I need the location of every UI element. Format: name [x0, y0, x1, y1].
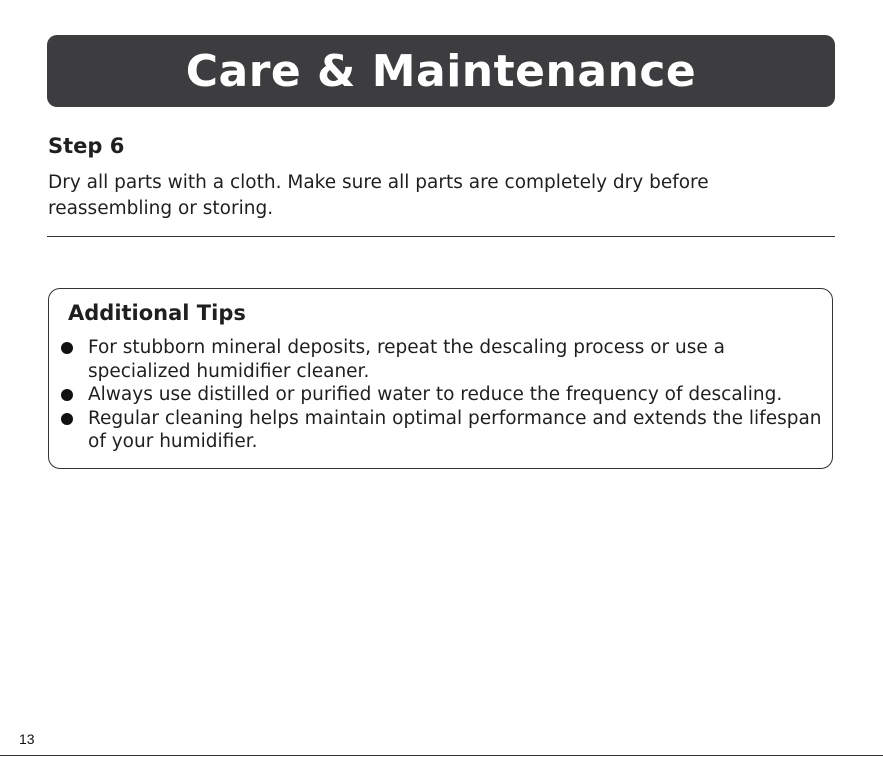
- section-divider: [47, 236, 835, 237]
- tips-title: Additional Tips: [68, 301, 246, 325]
- bullet-icon: [61, 413, 73, 425]
- title-banner: [47, 35, 835, 107]
- tips-list: [55, 336, 827, 454]
- footer-divider: [0, 755, 883, 756]
- list-item: [55, 383, 827, 407]
- bullet-icon: [61, 342, 73, 354]
- additional-tips-box: [48, 288, 833, 469]
- tip-text: Regular cleaning helps maintain optimal performance and extends the lifespan of your humidifier.: [88, 407, 822, 452]
- tip-text: For stubborn mineral deposits, repeat the descaling process or use a specialized humidifier cleaner.: [88, 337, 726, 382]
- tip-text: Always use distilled or purified water to reduce the frequency of descaling.: [88, 384, 783, 405]
- page-title: Care & Maintenance: [185, 45, 697, 97]
- list-item: [55, 407, 827, 454]
- page-number: 13: [19, 731, 35, 747]
- step-text: Dry all parts with a cloth. Make sure all parts are completely dry before reassembling or storing.: [48, 172, 709, 219]
- bullet-icon: [61, 389, 73, 401]
- step-heading: Step 6: [48, 134, 125, 158]
- list-item: [55, 336, 827, 383]
